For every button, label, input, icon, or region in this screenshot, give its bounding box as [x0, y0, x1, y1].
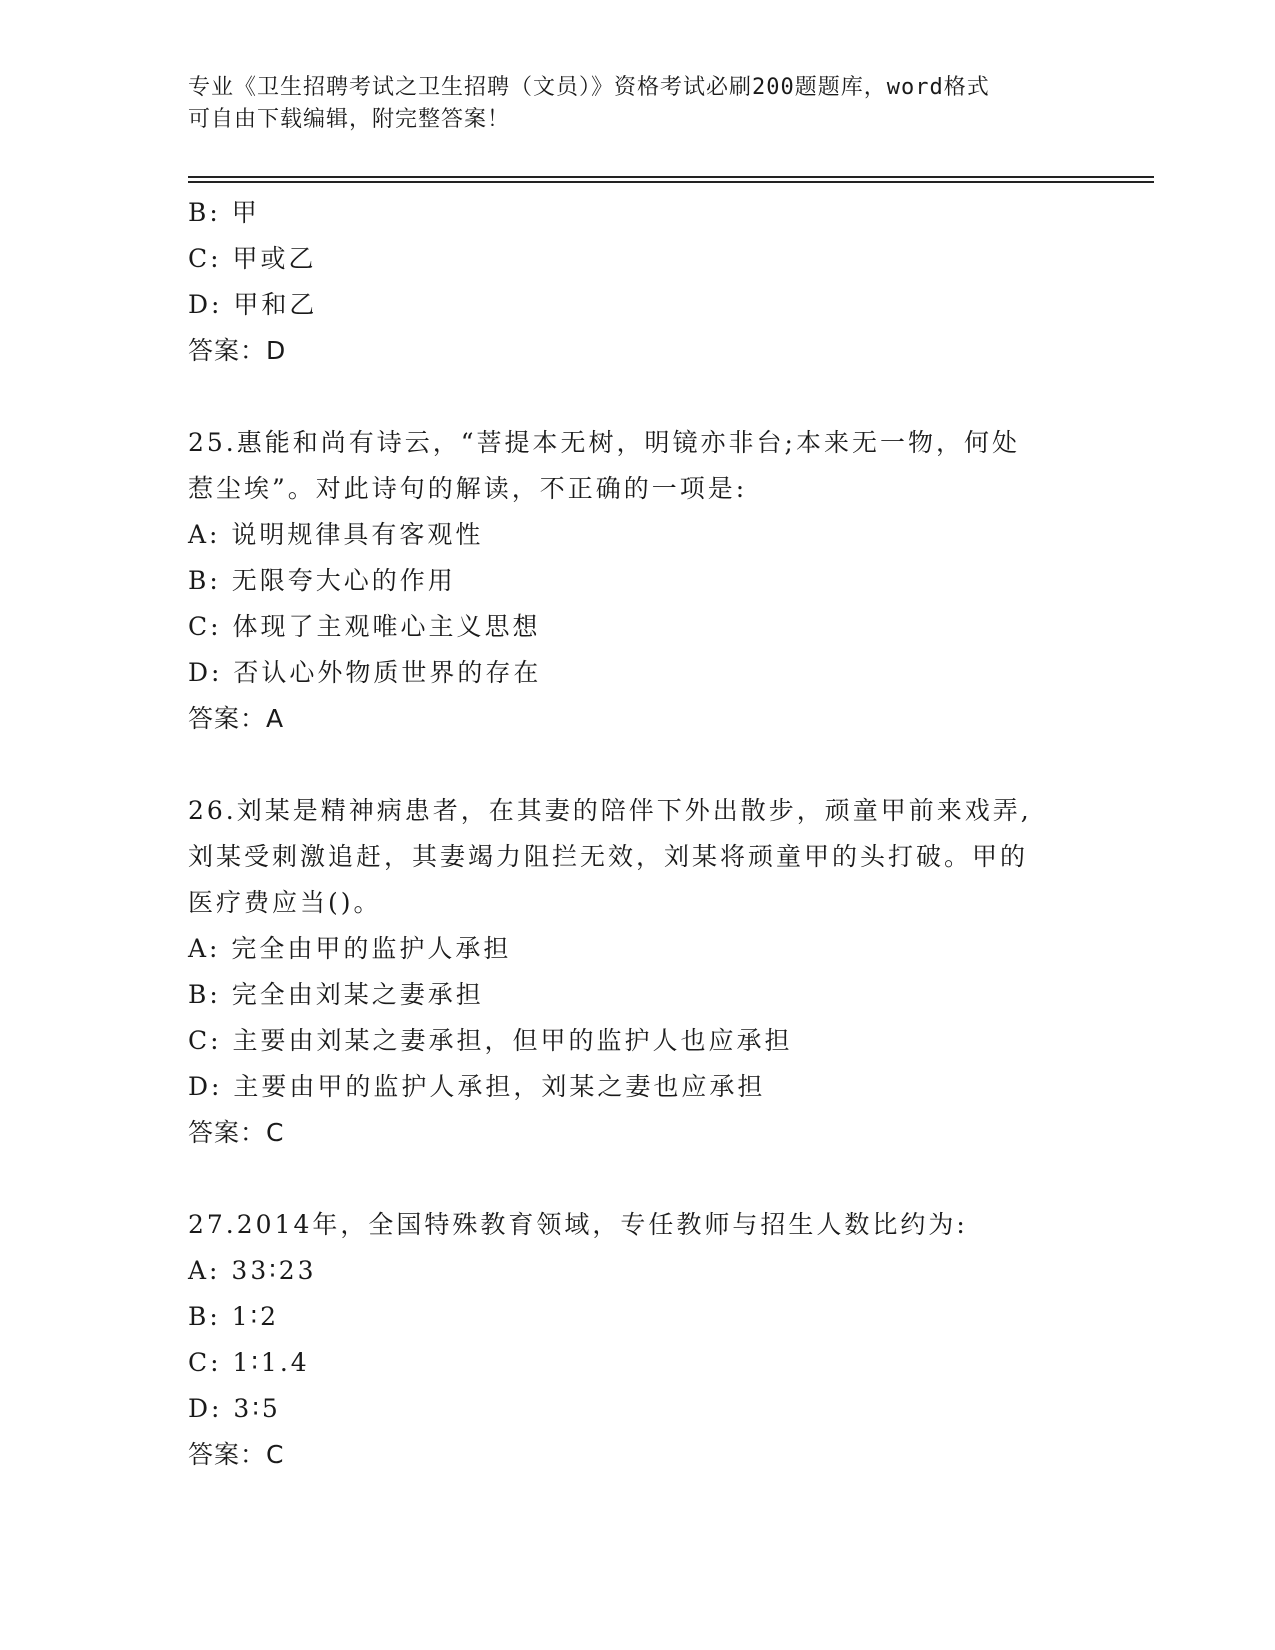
option-d: D: 否认心外物质世界的存在: [188, 658, 542, 687]
question-25: [188, 420, 1088, 742]
option-a: A: 33∶23: [188, 1256, 317, 1285]
question-27: [188, 1202, 1088, 1478]
question-24: [188, 190, 1088, 374]
option-d: D: 主要由甲的监护人承担，刘某之妻也应承担: [188, 1072, 766, 1101]
option-c: C: 主要由刘某之妻承担，但甲的监护人也应承担: [188, 1026, 793, 1055]
option-d: D: 甲和乙: [188, 290, 318, 319]
option-c: C: 体现了主观唯心主义思想: [188, 612, 541, 641]
header-divider-bottom: [188, 181, 1154, 183]
document-header: [188, 72, 1078, 136]
question-spacer: [188, 1156, 1088, 1202]
question-stem: 医疗费应当()。: [188, 888, 382, 917]
question-stem: 25.惠能和尚有诗云，“菩提本无树，明镜亦非台;本来无一物，何处: [188, 428, 1020, 457]
header-divider-top: [188, 176, 1154, 178]
option-a: A: 说明规律具有客观性: [188, 520, 484, 549]
answer-line: 答案：C: [188, 1440, 285, 1469]
option-a: A: 完全由甲的监护人承担: [188, 934, 512, 963]
answer-line: 答案：C: [188, 1118, 285, 1147]
answer-line: 答案：D: [188, 336, 287, 365]
question-stem: 27.2014年，全国特殊教育领域，专任教师与招生人数比约为:: [188, 1210, 968, 1239]
question-stem: 惹尘埃”。对此诗句的解读，不正确的一项是:: [188, 474, 748, 503]
option-c: C: 甲或乙: [188, 244, 317, 273]
option-b: B: 完全由刘某之妻承担: [188, 980, 484, 1009]
option-b: B: 甲: [188, 198, 260, 227]
question-list: [188, 190, 1088, 1478]
header-title-line2: 可自由下载编辑，附完整答案！: [188, 107, 511, 132]
question-stem: 刘某受刺激追赶，其妻竭力阻拦无效，刘某将顽童甲的头打破。甲的: [188, 842, 1029, 871]
header-title-line1: 专业《卫生招聘考试之卫生招聘（文员）》资格考试必刷200题题库，word格式: [188, 75, 990, 100]
question-spacer: [188, 742, 1088, 788]
answer-line: 答案：A: [188, 704, 285, 733]
option-b: B: 无限夸大心的作用: [188, 566, 456, 595]
question-stem: 26.刘某是精神病患者，在其妻的陪伴下外出散步，顽童甲前来戏弄,: [188, 796, 1032, 825]
question-26: [188, 788, 1088, 1156]
option-b: B: 1∶2: [188, 1302, 280, 1331]
option-c: C: 1∶1.4: [188, 1348, 310, 1377]
question-spacer: [188, 374, 1088, 420]
option-d: D: 3∶5: [188, 1394, 281, 1423]
